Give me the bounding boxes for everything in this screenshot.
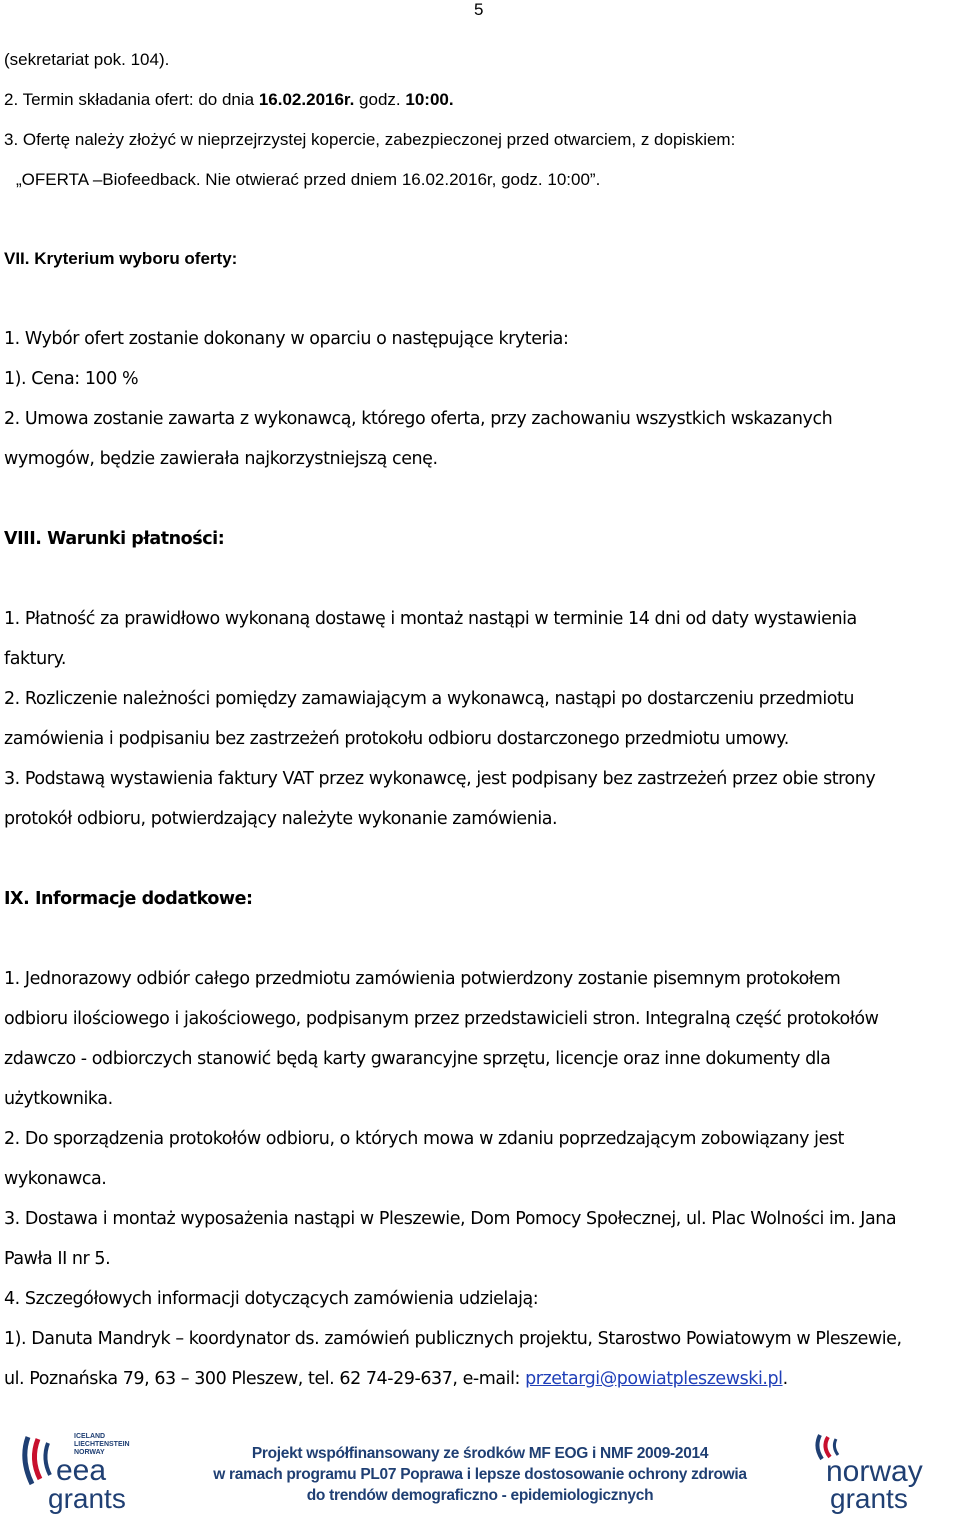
page-number: 5 [474, 0, 484, 19]
invoice-line-2: protokół odbioru, potwierdzający należyte wykonanie zamówienia. [4, 809, 558, 829]
info1-line-3: zdawczo - odbiorczych stanowić będą karty gwarancyjne sprzętu, licencje oraz inne dokumenty dla [4, 1049, 831, 1069]
contact-suffix: . [782, 1369, 788, 1389]
contact-address: ul. Poznańska 79, 63 – 300 Pleszew, tel. 62 74-29-637, e-mail: [4, 1369, 526, 1389]
sekretariat-line: (sekretariat pok. 104). [4, 50, 170, 69]
info2-line-1: 2. Do sporządzenia protokołów odbioru, o których mowa w zdaniu poprzedzającym zobowiązany jest [4, 1129, 844, 1149]
contract-line-1: 2. Umowa zostanie zawarta z wykonawcą, którego oferta, przy zachowaniu wszystkich wskazanych [4, 409, 833, 429]
contact-line-1: 1). Danuta Mandryk – koordynator ds. zamówień publicznych projektu, Starostwo Powiatowym w Pleszewie, [4, 1329, 902, 1349]
section-vii-heading: VII. Kryterium wyboru oferty: [4, 249, 238, 268]
norway-word: norway [826, 1455, 923, 1488]
email-link[interactable]: przetargi@powiatpleszewski.pl [525, 1369, 783, 1389]
info3-line-2: Pawła II nr 5. [4, 1249, 111, 1269]
deadline-date: 16.02.2016r. [258, 90, 355, 109]
settlement-line-1: 2. Rozliczenie należności pomiędzy zamawiającym a wykonawcą, nastąpi po dostarczeniu przedmiotu [4, 689, 855, 709]
eea-country-liechtenstein: LIECHTENSTEIN [74, 1441, 130, 1448]
contact-line-2 [4, 1369, 788, 1389]
funding-line-3: do trendów demograficzno - epidemiologicznych [306, 1487, 654, 1504]
criteria-price: 1). Cena: 100 % [4, 369, 139, 389]
settlement-line-2: zamówienia i podpisaniu bez zastrzeżeń protokołu odbioru dostarczonego przedmiotu umowy. [4, 729, 789, 749]
funding-notice [195, 1443, 765, 1506]
deadline-prefix: 2. Termin składania ofert: do dnia [4, 90, 259, 109]
funding-line-1: Projekt współfinansowany ze środków MF EOG i NMF 2009-2014 [251, 1445, 709, 1462]
section-ix-heading: IX. Informacje dodatkowe: [4, 889, 253, 909]
norway-grants-word: grants [830, 1483, 908, 1514]
deadline-time: 10:00. [405, 90, 454, 109]
eea-country-norway: NORWAY [74, 1449, 105, 1456]
info3-line-1: 3. Dostawa i montaż wyposażenia nastąpi w Pleszewie, Dom Pomocy Społecznej, ul. Plac Wolności im. Jana [4, 1209, 897, 1229]
contract-line-2: wymogów, będzie zawierała najkorzystniejszą cenę. [4, 449, 438, 469]
eea-grants-word: grants [48, 1483, 126, 1514]
payment-line-2: faktury. [4, 649, 66, 669]
envelope-line: 3. Ofertę należy złożyć w nieprzejrzystej kopercie, zabezpieczonej przed otwarciem, z dopiskiem: [4, 130, 736, 149]
norway-grants-logo [812, 1429, 942, 1517]
eea-grants-logo [18, 1429, 138, 1517]
invoice-line-1: 3. Podstawą wystawienia faktury VAT przez wykonawcę, jest podpisany bez zastrzeżeń przez obie strony [4, 769, 876, 789]
payment-line-1: 1. Płatność za prawidłowo wykonaną dostawę i montaż nastąpi w terminie 14 dni od daty wystawienia [4, 609, 857, 629]
info2-line-2: wykonawca. [4, 1169, 107, 1189]
info1-line-4: użytkownika. [4, 1089, 113, 1109]
eea-country-iceland: ICELAND [74, 1433, 106, 1440]
eea-word: eea [56, 1454, 107, 1487]
criteria-intro: 1. Wybór ofert zostanie dokonany w oparciu o następujące kryteria: [4, 329, 569, 349]
footer [0, 1425, 960, 1520]
info4-line: 4. Szczegółowych informacji dotyczących zamówienia udzielają: [4, 1289, 539, 1309]
info1-line-1: 1. Jednorazowy odbiór całego przedmiotu zamówienia potwierdzony zostanie pisemnym protokołem [4, 969, 841, 989]
info1-line-2: odbioru ilościowego i jakościowego, podpisanym przez przedstawicieli stron. Integralną część protokołów [4, 1009, 879, 1029]
deadline-line [4, 90, 454, 110]
section-viii-heading: VIII. Warunki płatności: [4, 529, 225, 549]
funding-line-2: w ramach programu PL07 Poprawa i lepsze dostosowanie ochrony zdrowia [213, 1466, 747, 1483]
deadline-mid: godz. [354, 90, 406, 109]
envelope-label-line: „OFERTA –Biofeedback. Nie otwierać przed dniem 16.02.2016r, godz. 10:00”. [16, 170, 601, 189]
